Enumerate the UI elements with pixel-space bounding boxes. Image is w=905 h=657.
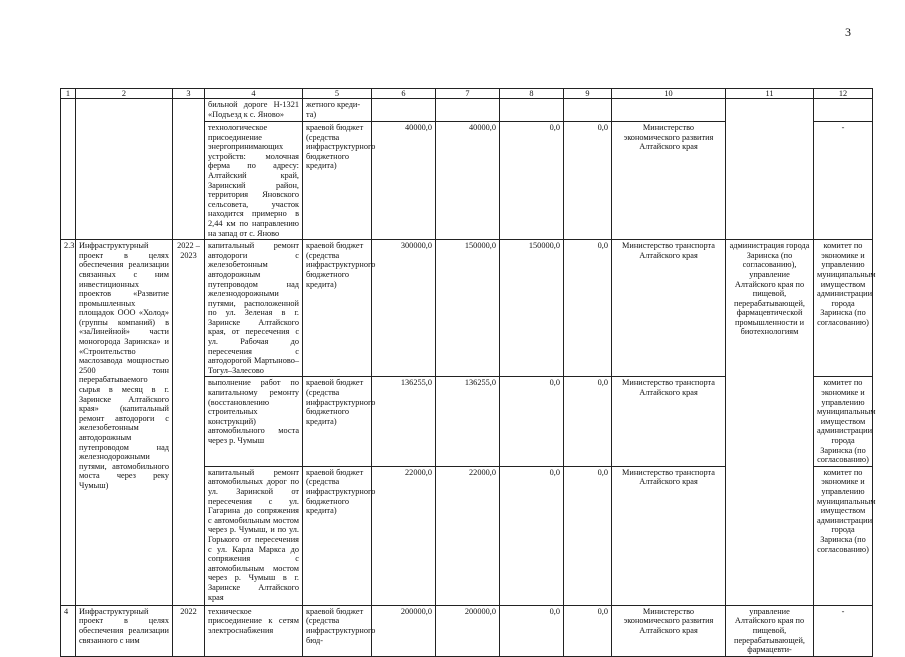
cell-participant: - xyxy=(814,605,873,656)
header-cell: 4 xyxy=(205,89,303,99)
cell-executor: Министерство экономического развития Алтайского края xyxy=(612,605,726,656)
cell-year3: 0,0 xyxy=(564,122,612,240)
page-number: 3 xyxy=(845,25,851,39)
cell-participant: комитет по экономике и управлению муниципальным имуществом администрации города Заринска (по согласованию) xyxy=(814,466,873,605)
cell-year2: 0,0 xyxy=(500,377,564,466)
header-cell: 2 xyxy=(76,89,173,99)
cell-number: 4 xyxy=(61,605,76,656)
cell-source: краевой бюджет (средства инфраструктурного бюджетного кредита) xyxy=(303,466,372,605)
header-row xyxy=(61,89,873,99)
cell-coexecutor: администрация города Заринска (по согласованию), управление Алтайского края по пищевой, перерабатывающей, фармацевтической промышленности и биотехнологиям xyxy=(726,240,814,606)
cell-project: Инфраструктурный проект в целях обеспечения реализации связанного с ним xyxy=(76,605,173,656)
table-row xyxy=(61,99,873,122)
cell-years: 2022 xyxy=(173,605,205,656)
cell-source: краевой бюджет (средства инфраструктурного бюджетного кредита) xyxy=(303,377,372,466)
cell-project xyxy=(76,99,173,240)
cell-participant xyxy=(814,99,873,122)
cell-year3 xyxy=(564,99,612,122)
cell-participant: комитет по экономике и управлению муниципальным имуществом администрации города Заринска (по согласованию) xyxy=(814,377,873,466)
cell-year3: 0,0 xyxy=(564,240,612,377)
cell-source: жетного креди-та) xyxy=(303,99,372,122)
cell-work: техническое присоединение к сетям электроснабжения xyxy=(205,605,303,656)
cell-year2: 0,0 xyxy=(500,605,564,656)
header-cell: 7 xyxy=(436,89,500,99)
cell-year1 xyxy=(436,99,500,122)
header-cell: 12 xyxy=(814,89,873,99)
header-cell: 6 xyxy=(372,89,436,99)
header-cell: 10 xyxy=(612,89,726,99)
cell-year3: 0,0 xyxy=(564,605,612,656)
header-cell: 8 xyxy=(500,89,564,99)
cell-year3: 0,0 xyxy=(564,466,612,605)
cell-number: 2.3 xyxy=(61,240,76,606)
cell-number xyxy=(61,99,76,240)
cell-work: технологическое присоединение энергопринимающих устройств: молочная ферма по адресу: Алтайский край, Заринский район, территория Яновского сельсовета, участок находится примерно в 2,44 км по направлению на запад от с. Яново xyxy=(205,122,303,240)
cell-work: бильной дороге Н-1321 «Подъезд к с. Яново» xyxy=(205,99,303,122)
cell-year2: 0,0 xyxy=(500,122,564,240)
header-cell: 1 xyxy=(61,89,76,99)
cell-years: 2022 – 2023 xyxy=(173,240,205,606)
cell-executor: Министерство транспорта Алтайского края xyxy=(612,466,726,605)
cell-coexecutor: управление Алтайского края по пищевой, перерабатывающей, фармацевти- xyxy=(726,605,814,656)
cell-executor: Министерство транспорта Алтайского края xyxy=(612,377,726,466)
program-table xyxy=(60,88,876,657)
cell-work: капитальный ремонт автомобильных дорог по ул. Заринской от пересечения с ул. Гагарина до сопряжения с автомобильным мостом через р. Чумыш, и по ул. Горького от пересечения с ул. Карла Маркса до сопряжения с автомобильным мостом через р. Чумыш в г. Заринске Алтайского края xyxy=(205,466,303,605)
cell-source: краевой бюджет (средства инфраструктурного бюд- xyxy=(303,605,372,656)
cell-year1: 136255,0 xyxy=(436,377,500,466)
cell-total: 200000,0 xyxy=(372,605,436,656)
header-cell: 5 xyxy=(303,89,372,99)
cell-work: выполнение работ по капитальному ремонту (восстановлению строительных конструкций) автомобильного моста через р. Чумыш xyxy=(205,377,303,466)
table-row xyxy=(61,605,873,656)
cell-year2 xyxy=(500,99,564,122)
cell-year1: 200000,0 xyxy=(436,605,500,656)
cell-year3: 0,0 xyxy=(564,377,612,466)
cell-coexecutor xyxy=(726,99,814,240)
cell-year1: 40000,0 xyxy=(436,122,500,240)
cell-total: 22000,0 xyxy=(372,466,436,605)
cell-total: 300000,0 xyxy=(372,240,436,377)
cell-total: 136255,0 xyxy=(372,377,436,466)
cell-year1: 150000,0 xyxy=(436,240,500,377)
cell-project: Инфраструктурный проект в целях обеспечения реализации связанных с ним инвестиционных проектов «Развитие промышленных площадок ООО «Холод» (группы компаний) в «заЛинейной» части моногорода Заринска» и «Строительство маслозавода мощностью 2500 тонн перерабатываемого сырья в месяц в г. Заринске Алтайского края» (капитальный ремонт автодороги с железобетонным автодорожным путепроводом над железнодорожными путями, автомобильного моста через реку Чумыш) xyxy=(76,240,173,606)
cell-executor: Министерство транспорта Алтайского края xyxy=(612,240,726,377)
cell-participant: - xyxy=(814,122,873,240)
cell-years xyxy=(173,99,205,240)
table-row xyxy=(61,240,873,377)
cell-participant: комитет по экономике и управлению муниципальным имуществом администрации города Заринска (по согласованию) xyxy=(814,240,873,377)
cell-source: краевой бюджет (средства инфраструктурного бюджетного кредита) xyxy=(303,122,372,240)
cell-executor: Министерство экономического развития Алтайского края xyxy=(612,122,726,240)
cell-year1: 22000,0 xyxy=(436,466,500,605)
header-cell: 11 xyxy=(726,89,814,99)
cell-year2: 150000,0 xyxy=(500,240,564,377)
cell-total xyxy=(372,99,436,122)
header-cell: 3 xyxy=(173,89,205,99)
cell-year2: 0,0 xyxy=(500,466,564,605)
cell-total: 40000,0 xyxy=(372,122,436,240)
cell-source: краевой бюджет (средства инфраструктурного бюджетного кредита) xyxy=(303,240,372,377)
header-cell: 9 xyxy=(564,89,612,99)
cell-executor xyxy=(612,99,726,122)
cell-work: капитальный ремонт автодороги с железобетонным автодорожным путепроводом над железнодорожными путями, расположенной по ул. Зеленая в г. Заринске Алтайского края, от пересечения с ул. Рабочая до пересечения с автодорогой Мартыново–Тогул–Залесово xyxy=(205,240,303,377)
